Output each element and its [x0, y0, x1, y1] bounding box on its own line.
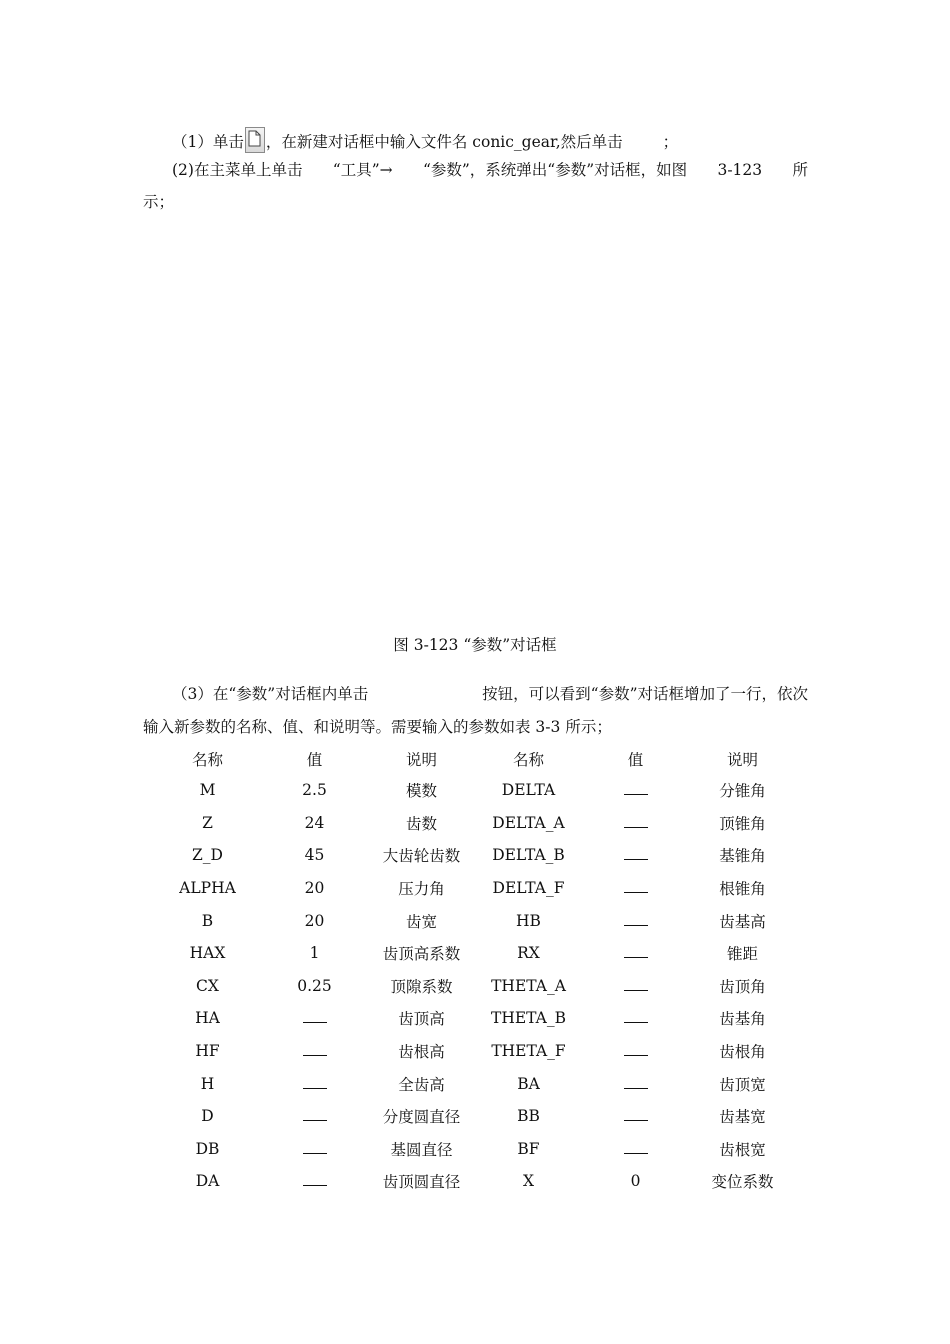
param-name-cell: THETA_A [491, 976, 566, 995]
param-name-cell: THETA_F [491, 1042, 566, 1061]
table-row [154, 839, 796, 872]
param-description-cell: 基圆直径 [390, 1140, 453, 1159]
param-description-cell: 齿顶圆直径 [382, 1173, 461, 1192]
param-name-cell: M [199, 781, 216, 800]
param-name-cell: DB [195, 1139, 220, 1158]
param-value-cell [582, 839, 689, 872]
paragraph-step-3 [172, 683, 808, 705]
table-row [154, 1100, 796, 1133]
param-name-cell: DELTA_B [492, 846, 565, 865]
param-value-cell: 1 [309, 944, 320, 963]
blank-value-line [624, 1043, 648, 1056]
param-description-cell: 齿基宽 [719, 1108, 766, 1127]
table-row [154, 1133, 796, 1166]
param-name-cell: DELTA_A [492, 813, 565, 832]
param-description-cell: 全齿高 [398, 1075, 445, 1094]
param-value-cell [582, 904, 689, 937]
step2-part-2: “工具”→ [332, 161, 393, 179]
new-file-icon [245, 127, 265, 153]
param-description-cell: 齿顶高 [398, 1010, 445, 1029]
blank-value-line [624, 1076, 648, 1089]
blank-value-line [303, 1173, 327, 1186]
paragraph-step-1 [172, 127, 678, 153]
table-row [154, 774, 796, 807]
param-description-cell: 齿宽 [405, 912, 437, 931]
param-description-cell: 分锥角 [719, 782, 766, 801]
param-value-cell: 0 [630, 1172, 641, 1191]
param-value-cell [582, 774, 689, 807]
param-name-cell: X [522, 1172, 535, 1191]
table-row [154, 872, 796, 905]
param-value-cell: 20 [304, 911, 325, 930]
param-description-cell: 齿根宽 [719, 1140, 766, 1159]
param-name-cell: DELTA [501, 781, 556, 800]
param-value-cell [582, 872, 689, 905]
blank-value-line [624, 978, 648, 991]
param-name-cell: THETA_B [491, 1009, 566, 1028]
paragraph-step-2 [172, 159, 808, 181]
step2-part-3: “参数”，系统弹出“参数”对话框，如图 [422, 161, 688, 179]
step1-text-middle: ，在新建对话框中输入文件名 conic_gear,然后单击 [265, 133, 623, 151]
param-value-cell [582, 1002, 689, 1035]
table-row [154, 1165, 796, 1198]
param-value-cell: 24 [304, 813, 325, 832]
figure-caption: 图 3-123 “参数”对话框 [393, 636, 557, 654]
step2-part-4: 3-123 [717, 161, 763, 179]
param-value-cell [261, 1035, 368, 1068]
param-name-cell: HB [516, 911, 541, 930]
blank-value-line [303, 1043, 327, 1056]
param-name-cell: B [201, 911, 214, 930]
step3-text-start: （3）在“参数”对话框内单击 [172, 685, 369, 703]
param-description-cell: 齿根角 [719, 1043, 766, 1062]
blank-value-line [303, 1010, 327, 1023]
param-value-cell: 20 [304, 879, 325, 898]
blank-value-line [624, 782, 648, 795]
step2-part-5: 所 [792, 161, 808, 179]
param-value-cell [261, 1133, 368, 1166]
param-description-cell: 齿顶角 [719, 977, 766, 996]
param-name-cell: HF [195, 1042, 220, 1061]
param-description-cell: 变位系数 [711, 1173, 774, 1192]
blank-value-line [624, 847, 648, 860]
header-name-1: 名称 [191, 751, 223, 769]
param-value-cell [261, 1067, 368, 1100]
param-value-cell [261, 1165, 368, 1198]
step1-text-end: ； [662, 133, 679, 151]
step2-part-1: (2)在主菜单上单击 [172, 161, 303, 179]
param-name-cell: HA [195, 1009, 220, 1028]
step2-line-2: 示； [143, 193, 175, 211]
param-name-cell: BF [517, 1139, 540, 1158]
param-value-cell [261, 1002, 368, 1035]
param-value-cell [582, 807, 689, 840]
param-value-cell: 45 [304, 846, 325, 865]
param-name-cell: D [201, 1107, 214, 1126]
param-description-cell: 齿数 [405, 814, 437, 833]
param-description-cell: 模数 [405, 782, 437, 801]
blank-value-line [303, 1076, 327, 1089]
table-row [154, 1067, 796, 1100]
header-value-1: 值 [306, 751, 323, 769]
step1-text-start: （1）单击 [172, 133, 244, 151]
param-value-cell [582, 1035, 689, 1068]
param-description-cell: 齿顶高系数 [382, 945, 461, 964]
blank-value-line [624, 1108, 648, 1121]
param-name-cell: Z_D [192, 846, 223, 865]
param-description-cell: 根锥角 [719, 880, 766, 899]
param-name-cell: CX [196, 976, 219, 995]
param-value-cell [582, 1133, 689, 1166]
blank-value-line [624, 880, 648, 893]
table-row [154, 1035, 796, 1068]
param-value-cell: 0.25 [297, 976, 332, 995]
blank-value-line [303, 1141, 327, 1154]
header-desc-1: 说明 [405, 751, 437, 769]
blank-value-line [624, 913, 648, 926]
param-description-cell: 齿根高 [398, 1043, 445, 1062]
param-name-cell: Z [202, 813, 213, 832]
table-row [154, 807, 796, 840]
param-name-cell: DA [195, 1172, 220, 1191]
param-description-cell: 齿顶宽 [719, 1075, 766, 1094]
blank-value-line [303, 1108, 327, 1121]
blank-value-line [624, 945, 648, 958]
parameter-table [154, 744, 796, 1198]
param-value-cell [261, 1100, 368, 1133]
blank-value-line [624, 815, 648, 828]
param-description-cell: 压力角 [398, 880, 445, 899]
param-name-cell: DELTA_F [492, 879, 565, 898]
table-row [154, 904, 796, 937]
param-description-cell: 大齿轮齿数 [382, 847, 461, 866]
param-name-cell: BA [517, 1074, 540, 1093]
param-name-cell: RX [517, 944, 540, 963]
table-header-row [154, 744, 796, 774]
param-value-cell [582, 970, 689, 1003]
param-value-cell [582, 1100, 689, 1133]
header-desc-2: 说明 [726, 751, 758, 769]
step3-line-2: 输入新参数的名称、值、和说明等。需要输入的参数如表 3-3 所示； [143, 718, 612, 736]
param-description-cell: 锥距 [726, 945, 758, 964]
header-name-2: 名称 [512, 751, 544, 769]
param-description-cell: 分度圆直径 [382, 1108, 461, 1127]
param-value-cell: 2.5 [302, 781, 327, 800]
param-name-cell: ALPHA [179, 879, 236, 898]
param-name-cell: HAX [189, 944, 226, 963]
table-row [154, 1002, 796, 1035]
param-description-cell: 齿基高 [719, 912, 766, 931]
blank-value-line [624, 1010, 648, 1023]
param-description-cell: 顶隙系数 [390, 977, 453, 996]
table-row [154, 970, 796, 1003]
blank-value-line [624, 1141, 648, 1154]
param-description-cell: 齿基角 [719, 1010, 766, 1029]
param-description-cell: 基锥角 [719, 847, 766, 866]
param-description-cell: 顶锥角 [719, 814, 766, 833]
header-value-2: 值 [627, 751, 644, 769]
param-name-cell: H [200, 1074, 215, 1093]
table-row [154, 937, 796, 970]
param-value-cell [582, 937, 689, 970]
param-name-cell: BB [517, 1107, 540, 1126]
step3-text-after-gap: 按钮，可以看到“参数”对话框增加了一行，依次 [482, 685, 808, 703]
param-value-cell [582, 1067, 689, 1100]
